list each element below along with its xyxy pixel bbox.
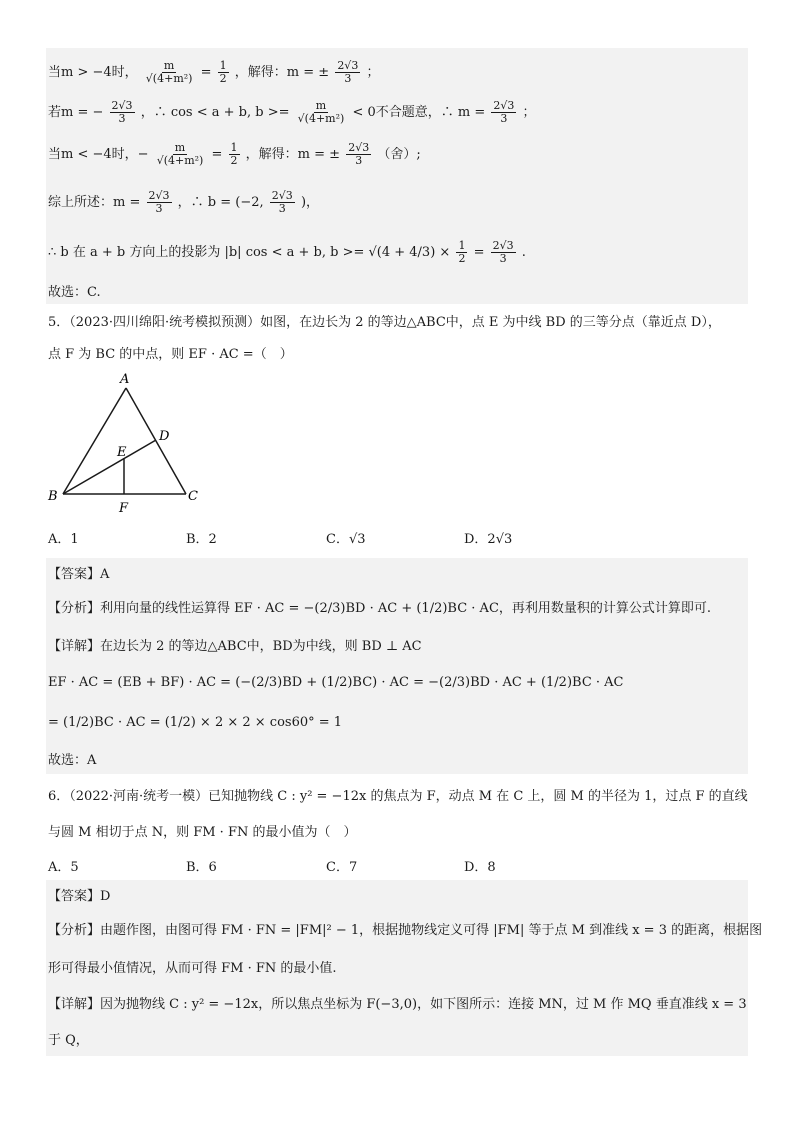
q5-option-c: C．√3 [326,532,366,547]
q6-detail-1: 【详解】因为抛物线 C : y² = −12x，所以焦点坐标为 F(−3,0)，如下图所示：连接 MN，过 M 作 MQ 垂直准线 x = 3 [48,997,747,1012]
q5-analysis: 【分析】利用向量的线性运算得 EF · AC = −(2/3)BD · AC + (1/2)BC · AC，再利用数量积的计算公式计算即可. [48,601,712,616]
q5-option-a: A．1 [48,532,79,547]
prev-solution-block [46,48,748,304]
label-a: A [120,372,130,387]
q6-stem-line-2: 与圆 M 相切于点 N，则 FM · FN 的最小值为（ ） [48,825,357,840]
q6-analysis-2: 形可得最小值情况，从而可得 FM · FN 的最小值. [48,961,337,976]
q5-final: 故选：A [48,753,97,768]
side-ab [63,388,126,494]
median-bd [63,440,156,494]
label-c: C [188,489,198,504]
q6-detail-2: 于 Q， [48,1033,89,1048]
q5-stem-line-2: 点 F 为 BC 的中点，则 EF · AC =（ ） [48,347,293,362]
triangle-figure [40,368,210,518]
q5-stem-line-1: 5．（2023·四川绵阳·统考模拟预测）如图，在边长为 2 的等边△ABC中，点 E 为中线 BD 的三等分点（靠近点 D）， [48,315,721,330]
q5-detail-3: = (1/2)BC · AC = (1/2) × 2 × 2 × cos60° = 1 [48,715,343,730]
q5-detail-1: 【详解】在边长为 2 的等边△ABC中，BD为中线，则 BD ⊥ AC [48,639,422,654]
q6-option-c: C．7 [326,860,358,875]
q6-option-d: D．8 [464,860,496,875]
q6-option-b: B．6 [186,860,217,875]
q5-answer-block [46,558,748,774]
q6-stem-line-1: 6．（2022·河南·统考一模）已知抛物线 C : y² = −12x 的焦点为 F，动点 M 在 C 上，圆 M 的半径为 1，过点 F 的直线 [48,789,748,804]
q6-option-a: A．5 [48,860,79,875]
q5-option-b: B．2 [186,532,217,547]
solution-line-4: 综上所述：m = $\frac{2√3}{3}$ ，∴ b = (−2, $\frac{2√3}{3}$ )， [48,189,320,215]
solution-line-5: ∴ b 在 a + b 方向上的投影为 |b| cos < a + b, b >= √(4 + 4/3) × $\frac{1}{2}$ = $\frac{2√3}{3}$ . [48,239,526,265]
solution-answer: 故选：C. [48,285,101,300]
solution-line-1: 当m > −4时， $\frac{m}{\text{√(4+m²)}}$ = $\frac{1}{2}$ ，解得：m = ± $\frac{2√3}{3}$ ； [48,59,380,85]
q5-answer: 【答案】A [48,567,110,582]
label-f: F [119,501,129,516]
q5-option-d: D．2√3 [464,532,513,547]
label-e: E [117,445,127,460]
side-ac [126,388,186,494]
q6-analysis-1: 【分析】由题作图，由图可得 FM · FN = |FM|² − 1，根据抛物线定义可得 |FM| 等于点 M 到准线 x = 3 的距离，根据图 [48,923,763,938]
q6-answer: 【答案】D [48,889,111,904]
solution-line-3: 当m < −4时，− $\frac{m}{\text{√(4+m²)}}$ = $\frac{1}{2}$ ，解得：m = ± $\frac{2√3}{3}$ （舍）; [48,141,421,167]
q5-detail-2: EF · AC = (EB + BF) · AC = (−(2/3)BD + (1/2)BC) · AC = −(2/3)BD · AC + (1/2)BC · AC [48,675,624,690]
label-b: B [48,489,58,504]
label-d: D [159,429,170,444]
solution-line-2: 若m = − $\frac{2√3}{3}$ ，∴ cos < a + b, b >= $\frac{m}{\text{√(4+m²)}}$ < 0不合题意，∴ m = $\frac{2√3}{3}$ ； [48,99,536,125]
